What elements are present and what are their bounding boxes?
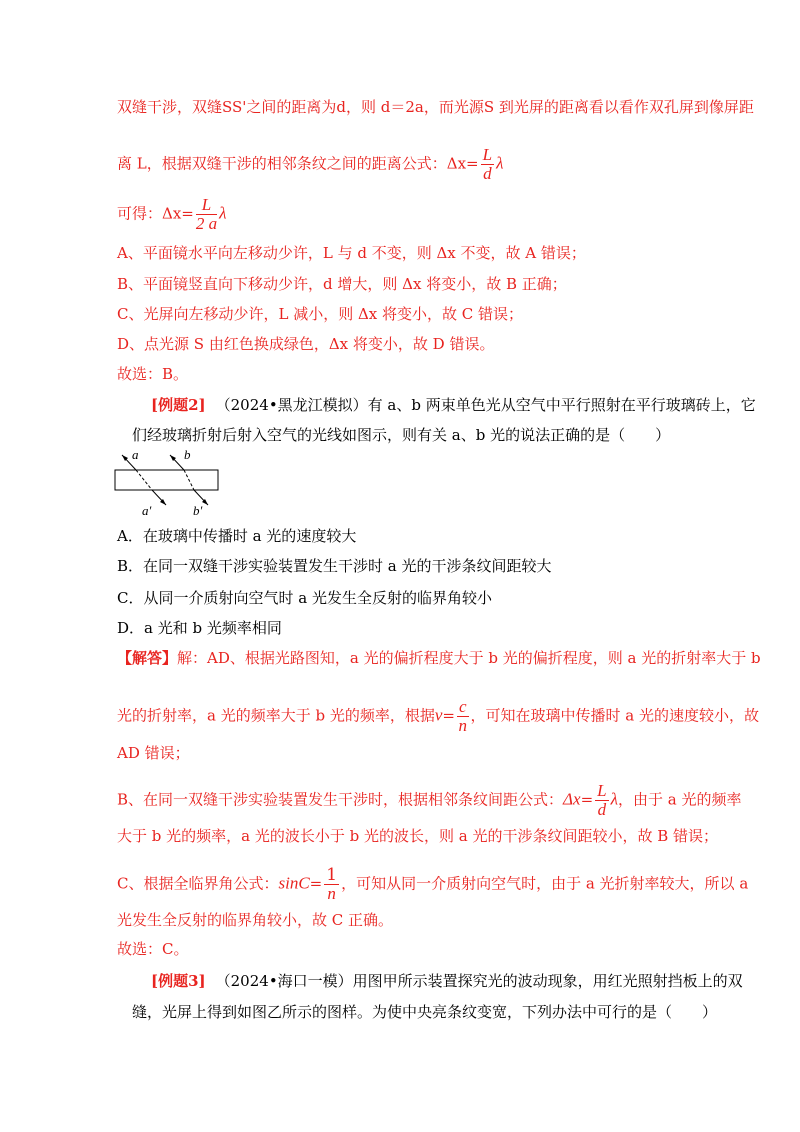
fraction-c-over-n: $\frac{c}{n}$ bbox=[458, 697, 467, 735]
choice-b: B．在同一双缝干涉实验装置发生干涉时 a 光的干涉条纹间距较大 bbox=[117, 557, 552, 575]
option-c-analysis: C、光屏向左移动少许，L 减小，则 Δx 将变小，故 C 错误； bbox=[117, 305, 524, 323]
solution-line-4: B、在同一双缝干涉实验装置发生干涉时，根据相邻条纹间距公式：Δx= $\frac{L}{d}$ λ，由于 a 光的频率 bbox=[117, 781, 742, 819]
solution-line-1: 【解答】解：AD、根据光路图知，a 光的偏折程度大于 b 光的偏折程度，则 a 光的折射率大于 b bbox=[117, 649, 761, 667]
fraction-L-over-d: $\frac{L}{d}$ bbox=[482, 145, 493, 183]
label-b: b bbox=[184, 447, 191, 462]
example2-question-line2: 们经玻璃折射后射入空气的光线如图示，则有关 a、b 光的说法正确的是（ ） bbox=[132, 426, 671, 444]
answer-line-2: 故选：C。 bbox=[117, 940, 189, 958]
text-line-2 bbox=[117, 146, 503, 183]
ray-b-in-glass bbox=[184, 470, 194, 490]
choice-d: D．a 光和 b 光频率相同 bbox=[117, 619, 282, 637]
fraction-L-over-d-2: $\frac{L}{d}$ bbox=[597, 781, 607, 819]
solution-line-6: C、根据全临界角公式：sinC= $\frac{1}{n}$ ，可知从同一介质射向空气时，由于 a 光折射率较大，所以 a bbox=[117, 865, 749, 903]
example2-label: [例题2] bbox=[151, 396, 206, 414]
example3-question-line1: [例题3] （2024•海口一模）用图甲所示装置探究光的波动现象，用红光照射挡板上的双 bbox=[151, 972, 743, 990]
delta-x-symbol: Δx bbox=[563, 789, 581, 809]
solution-line-7: 光发生全反射的临界角较小，故 C 正确。 bbox=[117, 911, 394, 929]
example2-question-line1: [例题2] （2024•黑龙江模拟）有 a、b 两束单色光从空气中平行照射在平行玻璃砖上，它 bbox=[151, 396, 756, 414]
option-d-analysis: D、点光源 S 由红色换成绿色，Δx 将变小，故 D 错误。 bbox=[117, 335, 495, 353]
example3-label: [例题3] bbox=[151, 972, 206, 990]
example3-question-line2: 缝，光屏上得到如图乙所示的图样。为使中央亮条纹变宽，下列办法中可行的是（ ） bbox=[132, 1003, 718, 1021]
formula-intro: 离 L，根据双缝干涉的相邻条纹之间的距离公式：Δx= bbox=[117, 154, 479, 173]
text-line-1: 双缝干涉，双缝SS'之间的距离为d，则 d＝2a，而光源S 到光屏的距离看以看作双孔屏到像屏距 bbox=[117, 98, 754, 116]
lambda-symbol: λ bbox=[496, 153, 504, 173]
label-a: a bbox=[132, 447, 139, 462]
fraction-1-over-n: $\frac{1}{n}$ bbox=[326, 865, 338, 903]
fraction-L-over-2a: $\frac{L}{2 a}$ bbox=[195, 195, 218, 233]
solution-line-2: 光的折射率，a 光的频率大于 b 光的频率，根据v= $\frac{c}{n}$ ，可知在玻璃中传播时 a 光的速度较小，故 bbox=[117, 697, 760, 735]
v-symbol: v bbox=[434, 705, 443, 725]
option-b-analysis: B、平面镜竖直向下移动少许，d 增大，则 Δx 将变小，故 B 正确； bbox=[117, 275, 567, 293]
option-a-analysis: A、平面镜水平向左移动少许，L 与 d 不变，则 Δx 不变，故 A 错误； bbox=[117, 244, 586, 262]
glass-slab-refraction-figure bbox=[110, 445, 230, 520]
result-intro: 可得：Δx= bbox=[117, 204, 194, 223]
solution-tag: 【解答】 bbox=[117, 649, 178, 667]
answer-line: 故选：B。 bbox=[117, 365, 189, 383]
solution-line-3: AD 错误； bbox=[117, 744, 190, 762]
choice-c: C．从同一介质射向空气时 a 光发生全反射的临界角较小 bbox=[117, 589, 492, 607]
sinc-symbol: sinC bbox=[278, 873, 310, 893]
ray-a-in-glass bbox=[136, 470, 152, 490]
choice-a: A．在玻璃中传播时 a 光的速度较大 bbox=[117, 527, 357, 545]
solution-line-5: 大于 b 光的频率，a 光的波长小于 b 光的波长，则 a 光的干涉条纹间距较小，故 B 错误； bbox=[117, 827, 719, 845]
glass-slab bbox=[115, 470, 218, 490]
label-a-prime: a′ bbox=[142, 503, 152, 518]
text-line-3 bbox=[117, 196, 227, 233]
label-b-prime: b′ bbox=[193, 503, 203, 518]
lambda-symbol-2: λ bbox=[219, 203, 227, 223]
